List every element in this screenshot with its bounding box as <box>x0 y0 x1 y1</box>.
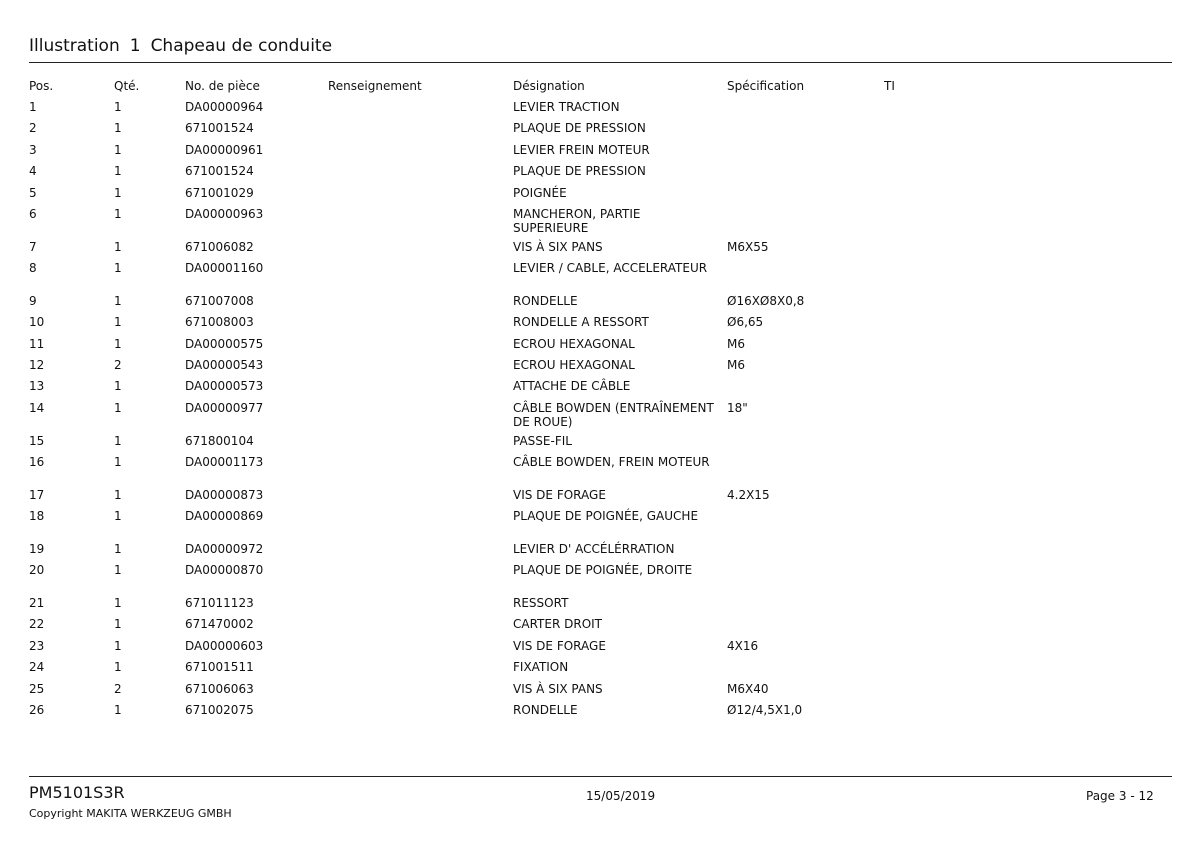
cell-pos: 6 <box>29 207 37 221</box>
cell-pos: 17 <box>29 488 45 502</box>
cell-designation: LEVIER TRACTION <box>513 100 620 114</box>
cell-part-no: DA00000573 <box>185 379 264 393</box>
cell-qty: 1 <box>114 401 122 415</box>
cell-qty: 1 <box>114 207 122 221</box>
cell-pos: 15 <box>29 434 45 448</box>
cell-part-no: DA00000543 <box>185 358 264 372</box>
cell-designation: POIGNÉE <box>513 186 567 200</box>
cell-pos: 26 <box>29 703 45 717</box>
cell-pos: 18 <box>29 509 45 523</box>
cell-part-no: DA00000870 <box>185 563 264 577</box>
cell-qty: 1 <box>114 596 122 610</box>
cell-designation: CÂBLE BOWDEN (ENTRAÎNEMENT DE ROUE) <box>513 401 714 429</box>
cell-designation: LEVIER D' ACCÉLÉRRATION <box>513 542 675 556</box>
cell-part-no: 671007008 <box>185 294 254 308</box>
cell-designation: ECROU HEXAGONAL <box>513 358 635 372</box>
cell-part-no: 671001029 <box>185 186 254 200</box>
cell-pos: 16 <box>29 455 45 469</box>
cell-part-no: 671008003 <box>185 315 254 329</box>
copyright: Copyright MAKITA WERKZEUG GMBH <box>29 807 232 820</box>
cell-designation: VIS DE FORAGE <box>513 488 606 502</box>
cell-specification: 4X16 <box>727 639 759 653</box>
cell-qty: 1 <box>114 337 122 351</box>
cell-pos: 13 <box>29 379 45 393</box>
cell-qty: 1 <box>114 240 122 254</box>
cell-pos: 10 <box>29 315 45 329</box>
cell-qty: 1 <box>114 639 122 653</box>
cell-pos: 24 <box>29 660 45 674</box>
page-number: Page 3 - 12 <box>1086 789 1154 803</box>
cell-pos: 1 <box>29 100 37 114</box>
cell-specification: M6 <box>727 358 745 372</box>
title-prefix: Illustration <box>29 36 120 56</box>
cell-part-no: 671001524 <box>185 121 254 135</box>
cell-part-no: DA00000603 <box>185 639 264 653</box>
cell-designation: RONDELLE A RESSORT <box>513 315 649 329</box>
cell-qty: 1 <box>114 186 122 200</box>
cell-pos: 9 <box>29 294 37 308</box>
cell-specification: M6X55 <box>727 240 769 254</box>
cell-designation: PLAQUE DE POIGNÉE, GAUCHE <box>513 509 699 523</box>
cell-specification: M6 <box>727 337 745 351</box>
cell-part-no: DA00000873 <box>185 488 264 502</box>
cell-part-no: DA00000963 <box>185 207 264 221</box>
cell-qty: 2 <box>114 682 122 696</box>
cell-qty: 1 <box>114 121 122 135</box>
page-title <box>29 36 332 56</box>
cell-designation: ATTACHE DE CÂBLE <box>513 379 631 393</box>
cell-pos: 8 <box>29 261 37 275</box>
cell-qty: 1 <box>114 100 122 114</box>
cell-pos: 21 <box>29 596 45 610</box>
cell-specification: M6X40 <box>727 682 769 696</box>
column-header-part-no: No. de pièce <box>185 79 260 93</box>
cell-pos: 12 <box>29 358 45 372</box>
cell-specification: 4.2X15 <box>727 488 770 502</box>
cell-qty: 1 <box>114 660 122 674</box>
column-header-pos: Pos. <box>29 79 54 93</box>
title-number: 1 <box>129 36 141 56</box>
cell-designation: RESSORT <box>513 596 569 610</box>
cell-designation: LEVIER FREIN MOTEUR <box>513 143 650 157</box>
cell-specification: Ø16XØ8X0,8 <box>727 294 805 308</box>
cell-pos: 5 <box>29 186 37 200</box>
cell-pos: 20 <box>29 563 45 577</box>
cell-designation: VIS À SIX PANS <box>513 240 603 254</box>
cell-qty: 1 <box>114 703 122 717</box>
cell-designation: VIS DE FORAGE <box>513 639 606 653</box>
cell-designation: CARTER DROIT <box>513 617 603 631</box>
cell-qty: 1 <box>114 617 122 631</box>
cell-pos: 14 <box>29 401 45 415</box>
cell-pos: 3 <box>29 143 37 157</box>
cell-pos: 19 <box>29 542 45 556</box>
cell-designation: PLAQUE DE PRESSION <box>513 121 646 135</box>
cell-part-no: DA00000972 <box>185 542 264 556</box>
cell-designation: LEVIER / CABLE, ACCELERATEUR <box>513 261 708 275</box>
cell-part-no: DA00001173 <box>185 455 264 469</box>
cell-qty: 1 <box>114 143 122 157</box>
column-header-info: Renseignement <box>328 79 422 93</box>
cell-qty: 1 <box>114 434 122 448</box>
cell-part-no: 671002075 <box>185 703 254 717</box>
cell-specification: Ø6,65 <box>727 315 764 329</box>
cell-qty: 1 <box>114 294 122 308</box>
cell-qty: 1 <box>114 542 122 556</box>
cell-qty: 1 <box>114 261 122 275</box>
cell-designation: VIS À SIX PANS <box>513 682 603 696</box>
cell-qty: 1 <box>114 315 122 329</box>
cell-part-no: DA00000575 <box>185 337 264 351</box>
column-header-specification: Spécification <box>727 79 805 93</box>
cell-part-no: 671006063 <box>185 682 254 696</box>
cell-designation: CÂBLE BOWDEN, FREIN MOTEUR <box>513 455 710 469</box>
cell-designation: RONDELLE <box>513 294 578 308</box>
cell-qty: 1 <box>114 488 122 502</box>
cell-qty: 1 <box>114 455 122 469</box>
title-name: Chapeau de conduite <box>150 36 333 56</box>
cell-qty: 1 <box>114 164 122 178</box>
cell-qty: 1 <box>114 509 122 523</box>
cell-part-no: 671011123 <box>185 596 254 610</box>
cell-designation: PASSE-FIL <box>513 434 572 448</box>
header-divider <box>29 62 1172 63</box>
cell-qty: 1 <box>114 563 122 577</box>
cell-designation: MANCHERON, PARTIE SUPERIEURE <box>513 207 641 235</box>
column-header-designation: Désignation <box>513 79 585 93</box>
cell-designation: RONDELLE <box>513 703 578 717</box>
cell-pos: 25 <box>29 682 45 696</box>
cell-part-no: 671006082 <box>185 240 254 254</box>
cell-pos: 7 <box>29 240 37 254</box>
document-date: 15/05/2019 <box>586 789 656 803</box>
cell-part-no: DA00000964 <box>185 100 264 114</box>
cell-part-no: DA00000869 <box>185 509 264 523</box>
model-code: PM5101S3R <box>29 783 125 802</box>
cell-part-no: 671001524 <box>185 164 254 178</box>
cell-part-no: DA00000961 <box>185 143 264 157</box>
cell-designation: PLAQUE DE PRESSION <box>513 164 646 178</box>
cell-specification: 18" <box>727 401 748 415</box>
column-header-ti: TI <box>884 79 895 93</box>
footer-divider <box>29 776 1172 777</box>
cell-qty: 2 <box>114 358 122 372</box>
cell-pos: 2 <box>29 121 37 135</box>
cell-pos: 22 <box>29 617 45 631</box>
cell-part-no: 671470002 <box>185 617 254 631</box>
cell-part-no: 671001511 <box>185 660 254 674</box>
cell-designation: ECROU HEXAGONAL <box>513 337 635 351</box>
cell-pos: 4 <box>29 164 37 178</box>
cell-pos: 23 <box>29 639 45 653</box>
cell-designation: PLAQUE DE POIGNÉE, DROITE <box>513 563 693 577</box>
cell-qty: 1 <box>114 379 122 393</box>
cell-part-no: DA00000977 <box>185 401 264 415</box>
cell-pos: 11 <box>29 337 45 351</box>
cell-designation: FIXATION <box>513 660 569 674</box>
cell-part-no: DA00001160 <box>185 261 264 275</box>
column-header-qty: Qté. <box>114 79 140 93</box>
cell-part-no: 671800104 <box>185 434 254 448</box>
cell-specification: Ø12/4,5X1,0 <box>727 703 803 717</box>
